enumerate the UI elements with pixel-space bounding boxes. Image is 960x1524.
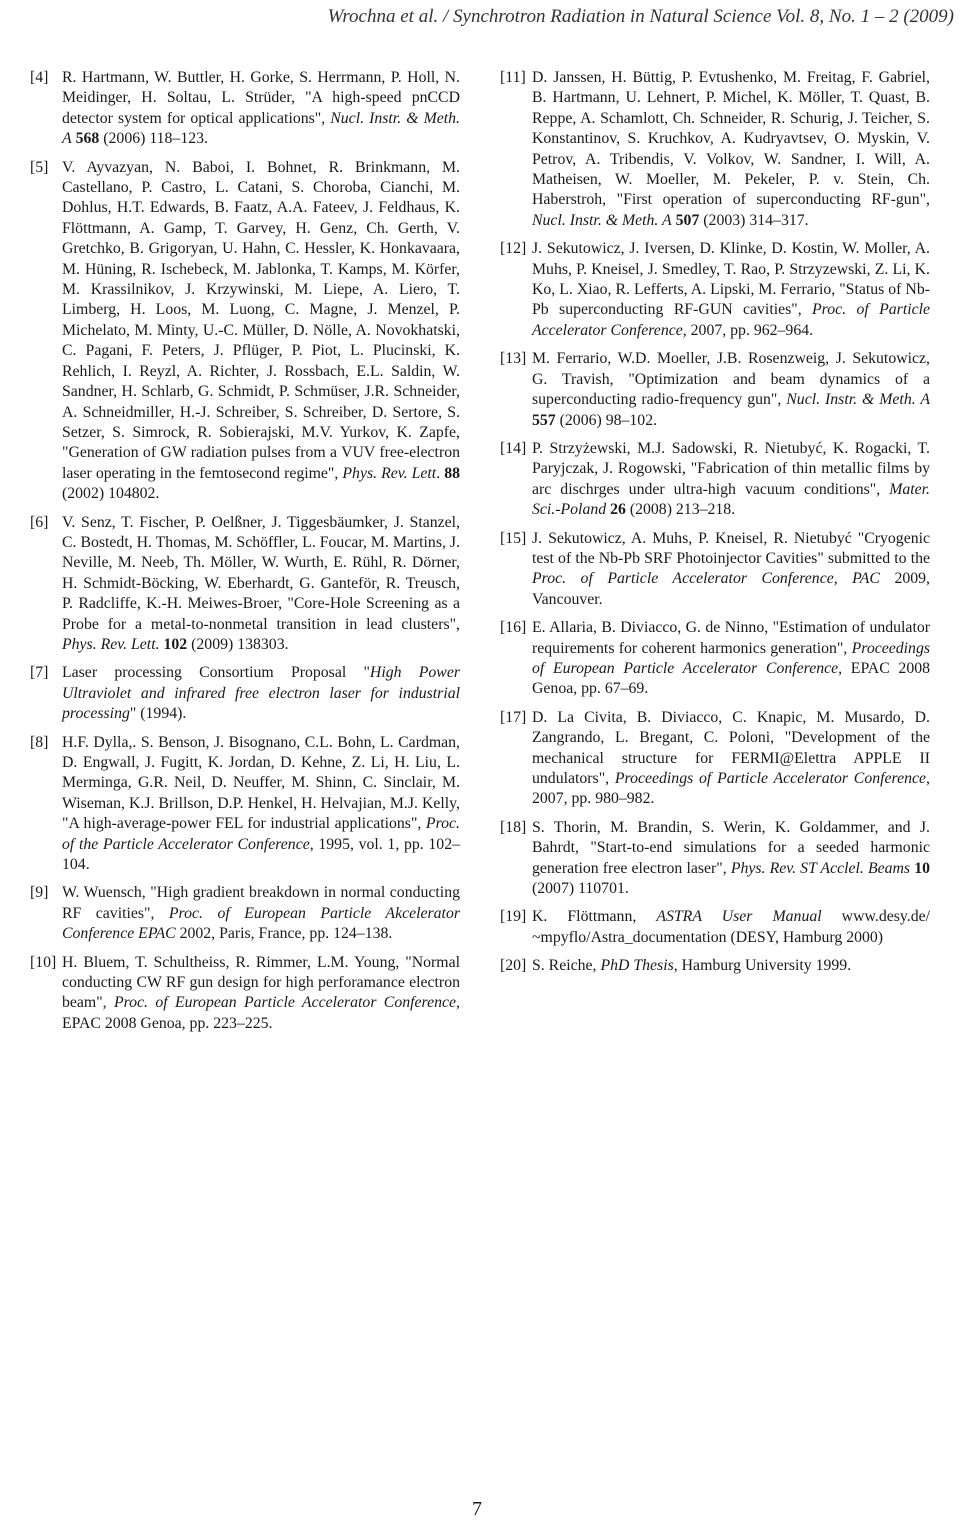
reference-text: , 2007, pp. 962–964. [682, 321, 814, 339]
reference-text: S. Thorin, M. Brandin, S. Werin, K. Goldammer, and J. Bahrdt, "Start-to-end simulations for a seeded harmonic generation free electron laser", [532, 818, 930, 877]
reference-number: [7] [30, 664, 49, 682]
reference-entry [500, 956, 930, 976]
reference-italic-text: PhD Thesis [600, 957, 674, 975]
reference-entry [30, 513, 460, 656]
reference-text: EPAC 2008 Genoa, pp. 67–69. [532, 659, 931, 698]
reference-number: [6] [30, 513, 49, 531]
reference-text: V. Senz, T. Fischer, P. Oelßner, J. Tiggesbäumker, J. Stanzel, C. Bostedt, H. Thomas, M. Schöffler, L. Foucar, M. Martins, J. Neville, M. Neeb, Th. Möller, W. Wurth, E. Rühl, R. Dörner, H. Schmidt-Böcking, W. Eberhardt, G. Ganteför, R. Treusch, P. Radcliffe, K.-H. Meiwes-Broer, "Core-Hole Screening as a Probe for a metal-to-nonmetal transition in lead clusters", [62, 513, 460, 633]
reference-entry [500, 68, 930, 231]
reference-volume: 568 [75, 130, 100, 148]
reference-number: [17] [500, 708, 527, 726]
reference-entry [500, 239, 930, 341]
reference-number: [13] [500, 350, 527, 368]
reference-number: [10] [30, 953, 57, 971]
reference-number: [12] [500, 240, 527, 258]
reference-text: (2006) 118–123. [99, 130, 208, 148]
reference-italic-text: Proceedings of Particle Accelerator Conference [614, 770, 927, 787]
reference-volume: 557 [532, 411, 556, 429]
reference-text: , 1995, vol. 1, pp. 102–104. [62, 835, 460, 874]
reference-italic-text: Proc. of Particle Accelerator Conference [532, 301, 931, 339]
reference-text: www.desy.de/ ~mpyflo/Astra_documentation (DESY, Hamburg 2000) [532, 908, 931, 946]
reference-text: K. Flöttmann, [532, 908, 657, 926]
reference-number: [4] [30, 69, 49, 86]
reference-entry [500, 349, 930, 431]
reference-text: V. Ayvazyan, N. Baboi, I. Bohnet, R. Brinkmann, M. Castellano, P. Castro, L. Catani, S. Choroba, Cianchi, M. Dohlus, H.T. Edwards, B. Faatz, A.A. Fateev, J. Feldhaus, K. Flöttmann, A. Gamp, T. Garvey, H. Genz, Ch. Gerth, V. Gretchko, B. Grigoryan, U. Hahn, C. Hessler, K. Honkavaara, M. Hüning, R. Ischebeck, M. Jablonka, T. Kamps, M. Körfer, M. Krassilnikov, J. Krzywinski, M. Liepe, A. Liero, T. Limberg, H. Loos, M. Luong, C. Magne, J. Menzel, P. Michelato, M. Minty, U.-C. Müller, D. Nölle, A. Novokhatski, C. Pagani, F. Peters, J. Pflüger, P. Piot, L. Plucinski, K. Rehlich, I. Reyzl, A. Richter, J. Rossbach, E.L. Saldin, W. Sandner, H. Schlarb, G. Schmidt, P. Schmüser, J.R. Schneider, A. Schneidmiller, H.-J. Schreiber, S. Schreiber, D. Sertore, S. Setzer, S. Simrock, R. Sobierajski, M.V. Yurkov, K. Zapfe, "Generation of GW radiation pulses from a VUV free-electron laser operating in the femtosecond regime", [62, 158, 460, 482]
reference-volume: 102 [163, 635, 188, 653]
reference-number: [16] [500, 619, 527, 637]
reference-italic-text: Proc. of Particle Accelerator Conference, PAC [532, 570, 880, 588]
reference-italic-text: High Power Ultraviolet and infrared free electron laser for industrial processing [62, 664, 460, 723]
reference-number: [20] [500, 957, 527, 975]
reference-text: D. La Civita, B. Diviacco, C. Knapic, M. Musardo, D. Zangrando, L. Bregant, C. Poloni, "Development of the mechanical structure for FERMI@Elettra APPLE II undulators", [532, 708, 930, 787]
reference-text: (2002) 104802. [62, 485, 160, 503]
reference-text: D. Janssen, H. Büttig, P. Evtushenko, M. Freitag, F. Gabriel, B. Hartmann, U. Lehnert, P. Michel, K. Möller, T. Quast, B. Reppe, A. Schamlott, Ch. Schneider, R. Schurig, J. Teicher, S. Konstantinov, S. Kruchkov, A. Kudryavtsev, O. Myskin, V. Petrov, A. Tribendis, V. Volkov, W. Sandner, I. Will, A. Matheisen, W. Moeller, M. Pekeler, P. v. Stein, Ch. Haberstroh, "First operation of superconducting RF-gun", [532, 69, 930, 209]
references-right-column [500, 68, 930, 985]
reference-text: H. Bluem, T. Schultheiss, R. Rimmer, L.M. Young, "Normal conducting CW RF gun design for high perforamance electron beam", [62, 953, 460, 1012]
reference-entry [500, 907, 930, 948]
reference-text: , Hamburg University 1999. [673, 957, 852, 975]
reference-number: [11] [500, 69, 526, 86]
reference-entry [30, 953, 460, 1035]
reference-text: , 2007, pp. 980–982. [532, 770, 930, 808]
reference-text: 2009, Vancouver. [532, 570, 930, 608]
reference-entry [500, 818, 930, 900]
reference-volume: 10 [914, 859, 931, 877]
reference-text: R. Hartmann, W. Buttler, H. Gorke, S. Herrmann, P. Holl, N. Meidinger, H. Soltau, L. Strüder, "A high-speed pnCCD detector system for optical applications", [62, 69, 460, 127]
reference-number: [18] [500, 818, 527, 836]
reference-italic-text: Proc. of the Particle Accelerator Conference [62, 815, 460, 853]
reference-number: [14] [500, 439, 527, 457]
reference-text: EPAC 2008 Genoa, pp. 223–225. [62, 1014, 273, 1032]
reference-entry [30, 733, 460, 876]
reference-italic-text: Proc. of European Particle Accelerator Conference, [113, 994, 460, 1012]
reference-number: [5] [30, 158, 49, 176]
reference-italic-text: ASTRA User Manual [656, 908, 822, 926]
reference-entry [500, 618, 930, 700]
reference-text: 2002, Paris, France, pp. 124–138. [175, 925, 393, 943]
reference-text: " (1994). [129, 705, 187, 723]
reference-text: J. Sekutowicz, A. Muhs, P. Kneisel, R. Nietubyć "Cryogenic test of the Nb-Pb SRF Photoinjector Cavities" submitted to the [532, 529, 930, 567]
reference-text: Laser processing Consortium Proposal " [62, 664, 370, 682]
reference-text: (2007) 110701. [532, 880, 629, 898]
reference-text: . [436, 464, 445, 482]
reference-number: [9] [30, 884, 49, 902]
reference-italic-text: Nucl. Instr. & Meth. A [532, 211, 672, 229]
reference-italic-text: Mater. Sci.-Poland [532, 480, 930, 519]
reference-text: M. Ferrario, W.D. Moeller, J.B. Rosenzweig, J. Sekutowicz, G. Travish, "Optimization and beam dynamics of a superconducting radio-frequency gun", [532, 350, 930, 409]
reference-italic-text: Phys. Rev. Lett [342, 464, 437, 482]
reference-italic-text: Proceedings of European Particle Accelerator Conference, [532, 639, 930, 677]
reference-text: H.F. Dylla,. S. Benson, J. Bisognano, C.L. Bohn, L. Cardman, D. Engwall, J. Fugitt, K. Jordan, D. Kehne, Z. Li, H. Liu, L. Merminga, G.R. Neil, D. Neuffer, M. Shinn, C. Sinclair, M. Wiseman, K.J. Brillson, D.P. Henkel, H. Helvajian, M.J. Kelly, "A high-average-power FEL for industrial applications", [62, 733, 460, 833]
reference-italic-text: Phys. Rev. Lett. [62, 635, 160, 653]
reference-text: J. Sekutowicz, J. Iversen, D. Klinke, D. Kostin, W. Moller, A. Muhs, P. Kneisel, J. Smedley, T. Rao, P. Strzyzewski, Z. Li, K. Ko, L. Xiao, R. Lefferts, A. Lipski, M. Ferrario, "Status of Nb-Pb superconducting RF-GUN cavities", [532, 240, 930, 319]
reference-volume: 507 [675, 211, 700, 229]
reference-italic-text: Proc. of European Particle Akcelerator Conference EPAC [62, 904, 460, 943]
reference-entry [30, 158, 460, 505]
reference-italic-text: Phys. Rev. ST Acclel. Beams [730, 859, 911, 877]
running-header: Wrochna et al. / Synchrotron Radiation in Natural Science Vol. 8, No. 1 – 2 (2009) [327, 6, 954, 27]
reference-number: [15] [500, 529, 527, 547]
reference-text: E. Allaria, B. Diviacco, G. de Ninno, "Estimation of undulator requirements for coherent harmonics generation", [532, 619, 930, 657]
reference-text: W. Wuensch, "High gradient breakdown in normal conducting RF cavities", [62, 884, 460, 922]
reference-italic-text: Nucl. Instr. & Meth. A [62, 109, 460, 148]
reference-entry [30, 883, 460, 944]
reference-text: S. Reiche, [532, 957, 601, 975]
reference-italic-text: Nucl. Instr. & Meth. A [786, 391, 930, 409]
reference-number: [19] [500, 908, 527, 926]
reference-entry [500, 708, 930, 810]
reference-number: [8] [30, 733, 49, 751]
reference-text: (2003) 314–317. [699, 211, 809, 229]
reference-volume: 88 [444, 464, 460, 482]
page-number: 7 [472, 1498, 482, 1520]
reference-text: (2006) 98–102. [555, 411, 658, 429]
reference-entry [500, 529, 930, 611]
reference-entry [30, 68, 460, 150]
reference-text: (2009) 138303. [187, 635, 289, 653]
references-left-column [30, 68, 460, 1042]
reference-entry [500, 439, 930, 521]
reference-text: (2008) 213–218. [625, 501, 736, 519]
reference-volume: 26 [610, 501, 626, 519]
reference-entry [30, 663, 460, 724]
reference-text: P. Strzyżewski, M.J. Sadowski, R. Nietubyć, K. Rogacki, T. Paryjczak, J. Rogowski, "Fabrication of thin metallic films by arc dischrges under ultra-high vacuum conditions", [532, 439, 930, 498]
